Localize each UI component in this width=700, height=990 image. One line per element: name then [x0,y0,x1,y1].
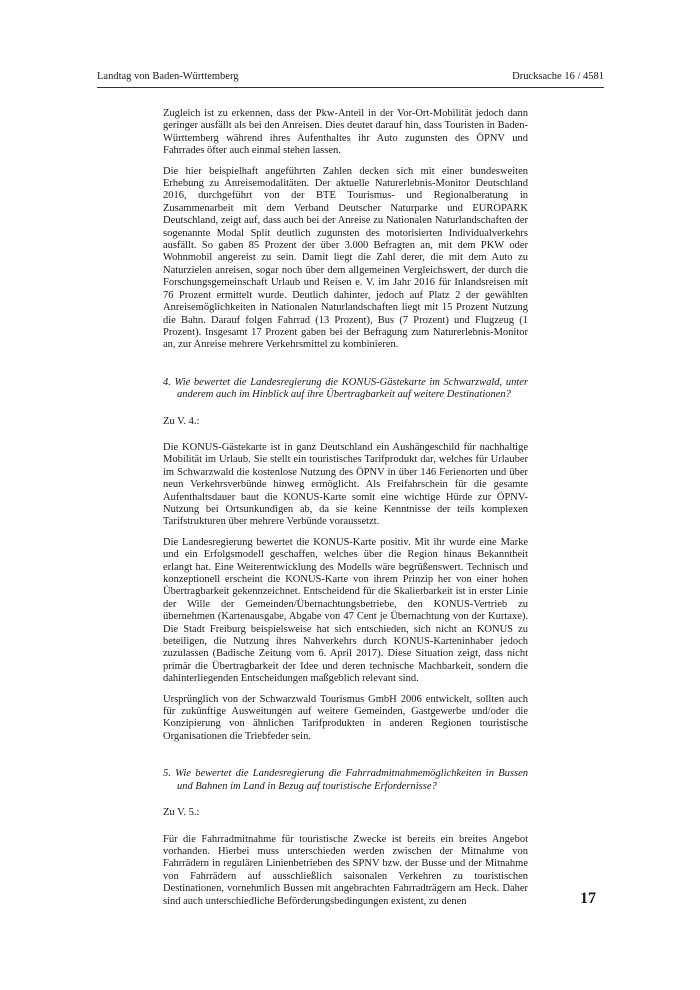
document-number: Drucksache 16 / 4581 [512,71,604,82]
paragraph: Für die Fahrradmitnahme für touristische Zwecke ist bereits ein breites Angebot vorhanden. Hierbei muss unterschieden werden zwischen der Mitnahme von Fahrrädern in regulären Linienbetrieben des SPNV bzw. der Busse und der Mitnahme von Fahrrädern auf ausschließlich saisonalen Verkehren zu touristischen Destinationen, vornehmlich Bussen mit angebrachten Fahrradträgern am Heck. Daher sind auch unterschiedliche Beförderungsbedingungen existent, zu denen [163,833,528,907]
paragraph: Die KONUS-Gästekarte ist in ganz Deutschland ein Aushängeschild für nachhaltige Mobilität im Urlaub. Sie stellt ein touristisches Tarifprodukt dar, welches für Urlauber im Schwarzwald die kostenlose Nutzung des ÖPNV in über 146 Ferienorten und über neun Verkehrsverbünde hinweg ermöglicht. Als Freifahrschein für die gesamte Aufenthaltsdauer baut die KONUS-Karte somit eine wichtige Hürde zur ÖPNV-Nutzung bei Ortsunkundigen ab, da sie keine Kenntnisse der teils komplexen Tarifstrukturen über mehrere Verbünde voraussetzt. [163,441,528,528]
header-rule [97,87,604,88]
paragraph: Die hier beispielhaft angeführten Zahlen decken sich mit einer bundesweiten Erhebung zu Anreisemodalitäten. Der aktuelle Naturerlebnis-Monitor Deutschland 2016, durchgeführt von der BTE Tourismus- und Regionalberatung in Zusammenarbeit mit dem Verband Deutscher Naturparke und EUROPARK Deutschland, zeigt auf, dass auch bei der Anreise zu Nationalen Naturlandschaften der sogenannte Modal Split deutlich zugunsten des motorisierten Individualverkehrs ausfällt. So gaben 85 Prozent der über 3.000 Befragten an, mit dem PKW oder Wohnmobil angereist zu sein. Damit liegt die Zahl derer, die mit dem Auto zu Naturzielen anreisen, sogar noch über dem allgemeinen Vergleichswert, der durch die Forschungsgemeinschaft Urlaub und Reisen e. V. im Jahr 2016 für Inlandsreisen mit 76 Prozent ermittelt wurde. Deutlich dahinter, jedoch auf Platz 2 der gewählten Anreisemöglichkeiten in Nationalen Naturlandschaften liegt mit 15 Prozent Nutzung die Bahn. Darauf folgen Fahrrad (13 Prozent), Bus (7 Prozent) und Flugzeug (1 Prozent). Insgesamt 17 Prozent gaben bei der Befragung zum Naturerlebnis-Monitor an, zur Anreise mehrere Verkehrsmittel zu kombinieren. [163,165,528,351]
paragraph: Die Landesregierung bewertet die KONUS-Karte positiv. Mit ihr wurde eine Marke und ein Erfolgsmodell geschaffen, welches über die Region hinaus Bekanntheit erlangt hat. Eine Weiterentwicklung des Modells wäre begrüßenswert. Technisch und konzeptionell erscheint die KONUS-Karte von ihrem Prinzip her von einer hohen Übertragbarkeit gekennzeichnet. Entscheidend für die Skalierbarkeit ist in erster Linie der Wille der Gemeinden/Übernachtungsbetriebe, den KONUS-Vertrieb zu übernehmen (Kartenausgabe, Abgabe von 47 Cent je Übernachtung von der Kurtaxe). Die Stadt Freiburg beispielsweise hat sich entschieden, sich nicht an KONUS zu beteiligen, die Nutzung ihres Nahverkehrs durch KONUS-Karteninhaber jedoch zuzulassen (Badische Zeitung vom 6. April 2017). Diese Situation zeigt, dass nicht primär die Übertragbarkeit der Idee und deren technische Machbarkeit, sondern die dahinterliegenden Entscheidungen maßgeblich relevant sind. [163,536,528,685]
paragraph: Zugleich ist zu erkennen, dass der Pkw-Anteil in der Vor-Ort-Mobilität jedoch dann geringer ausfällt als bei den Anreisen. Dies deutet darauf hin, dass Touristen in Baden-Württemberg während ihres Aufenthaltes ihr Auto zugunsten des ÖPNV und Fahrrades öfter auch einmal stehen lassen. [163,108,528,157]
question-4: 4. Wie bewertet die Landesregierung die KONUS-Gästekarte im Schwarzwald, unter anderem auch im Hinblick auf ihre Übertragbarkeit auf weitere Destinationen? [163,376,528,401]
answer-heading-5: Zu V. 5.: [163,807,200,819]
paragraph: Ursprünglich von der Schwarzwald Tourismus GmbH 2006 entwickelt, sollten auch für zukünftige Ausweitungen auf weitere Gemeinden, Gastgewerbe und/oder die Konzipierung von ähnlichen Tarifprodukten in anderen Regionen touristische Organisationen die Triebfeder sein. [163,693,528,742]
header-title: Landtag von Baden-Württemberg [97,71,239,82]
page-body [163,108,528,908]
page-number: 17 [580,890,596,907]
answer-heading-4: Zu V. 4.: [163,415,200,427]
question-5: 5. Wie bewertet die Landesregierung die Fahrradmitnahmemöglichkeiten in Bussen und Bahnen im Land in Bezug auf touristische Erfordernisse? [163,768,528,792]
